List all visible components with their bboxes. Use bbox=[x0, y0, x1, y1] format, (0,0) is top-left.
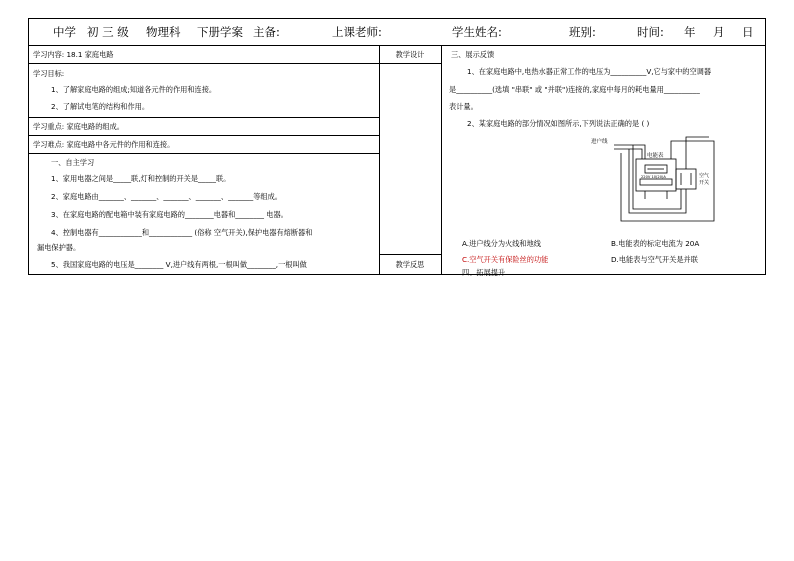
teacher-label: 上课老师: bbox=[332, 25, 382, 39]
self-study-item: 漏电保护器。 bbox=[37, 243, 81, 252]
month-label: 月 bbox=[713, 25, 725, 39]
learning-content: 学习内容: 18.1 家庭电路 bbox=[33, 50, 114, 59]
grade-label: 初 三 级 bbox=[87, 25, 129, 39]
question-1-line: 是__________(选填 "串联" 或 "并联")连接的,家庭中每月的耗电量用__________ bbox=[449, 85, 700, 94]
self-study-title: 一、自主学习 bbox=[51, 158, 95, 167]
worksheet-header bbox=[28, 18, 766, 45]
question-1-line: 1、在家庭电路中,电热水器正常工作的电压为__________V,它与家中的空调器 bbox=[467, 67, 712, 76]
question-1-line: 表计量。 bbox=[449, 102, 478, 111]
student-name-label: 学生姓名: bbox=[452, 25, 502, 39]
subject-label: 物理科 bbox=[146, 25, 181, 39]
worksheet-table bbox=[28, 45, 766, 275]
learning-goals-title: 学习目标: bbox=[33, 69, 65, 78]
plan-label: 下册学案 bbox=[197, 25, 243, 39]
option-a: A.进户线分为火线和地线 bbox=[462, 239, 541, 248]
school-label: 中学 bbox=[53, 25, 76, 39]
self-study-item: 4、控制电器有____________和____________ (俗称 空气开关),保护电器有熔断器和 bbox=[51, 228, 313, 237]
class-label: 班别: bbox=[569, 25, 596, 39]
key-point: 学习重点: 家庭电路的组成。 bbox=[33, 122, 124, 131]
meter-label: 电能表 bbox=[647, 153, 664, 159]
time-label: 时间: bbox=[637, 25, 664, 39]
option-b: B.电能表的标定电流为 20A bbox=[611, 239, 700, 248]
day-label: 日 bbox=[742, 25, 754, 39]
circuit-diagram bbox=[589, 131, 719, 231]
breaker-label-line: 开关 bbox=[699, 180, 710, 186]
self-study-item: 3、在家庭电路的配电箱中装有家庭电路的________电器和________ 电器。 bbox=[51, 210, 288, 219]
difficulty-point: 学习难点: 家庭电路中各元件的作用和连接。 bbox=[33, 140, 175, 149]
option-d: D.电能表与空气开关是并联 bbox=[611, 255, 698, 264]
breaker-label-line: 空气 bbox=[699, 173, 710, 179]
learning-goal-item: 1、了解家庭电路的组成;知道各元件的作用和连接。 bbox=[51, 85, 217, 94]
learning-goal-item: 2、了解试电笔的结构和作用。 bbox=[51, 102, 150, 111]
self-study-item: 1、家用电器之间是_____联,灯和控制的开关是_____联。 bbox=[51, 174, 231, 183]
year-label: 年 bbox=[684, 25, 696, 39]
meter-spec-label: 220V 10(20)A bbox=[641, 175, 666, 179]
extension-section-title: 四、拓展提升 bbox=[462, 268, 506, 277]
self-study-item: 2、家庭电路由_______、_______、_______、_______、_______等组成。 bbox=[51, 192, 282, 201]
worksheet bbox=[28, 18, 766, 275]
teaching-reflection-label: 教学反思 bbox=[395, 260, 425, 269]
editor-label: 主备: bbox=[253, 25, 280, 39]
teaching-design-label: 教学设计 bbox=[395, 50, 425, 59]
incoming-line-label: 进户线 bbox=[591, 139, 608, 145]
self-study-item: 5、我国家庭电路的电压是________ V,进户线有两根,一根叫做________,一根叫做 bbox=[51, 260, 307, 269]
option-c: C.空气开关有保险丝的功能 bbox=[462, 255, 549, 264]
question-2: 2、某家庭电路的部分情况如图所示,下列说法正确的是 ( ) bbox=[467, 119, 650, 128]
feedback-section-title: 三、展示反馈 bbox=[451, 50, 495, 59]
